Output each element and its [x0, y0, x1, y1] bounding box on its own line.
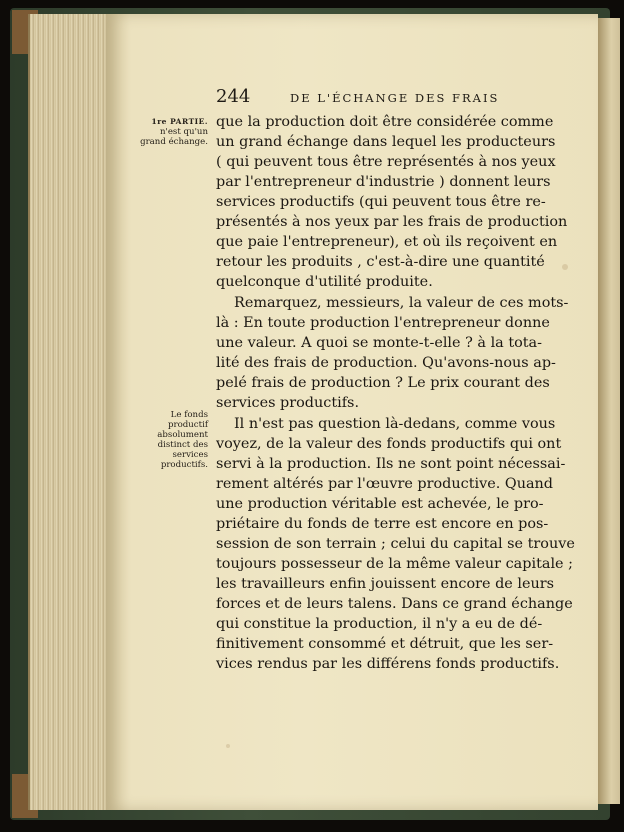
margin-note-text: Le fonds productif absolument distinct des services productifs. — [157, 410, 208, 470]
text-line: services productifs (qui peuvent tous être re- — [216, 194, 546, 210]
text-line: quelconque d'utilité produite. — [216, 274, 433, 290]
text-line: pelé frais de production ? Le prix courant des — [216, 375, 550, 391]
text-line: lité des frais de production. Qu'avons-nous ap- — [216, 355, 556, 371]
text-line: les travailleurs enfin jouissent encore de leurs — [216, 576, 555, 592]
page-header — [216, 86, 532, 110]
text-line: Remarquez, messieurs, la valeur de ces mots- — [234, 295, 569, 311]
text-line: par l'entrepreneur d'industrie ) donnent leurs — [216, 174, 551, 190]
text-line: là : En toute production l'entrepreneur donne — [216, 315, 550, 331]
text-line: ( qui peuvent tous être représentés à nos yeux — [216, 154, 556, 170]
margin-note — [134, 410, 208, 470]
margin-note — [134, 117, 208, 147]
paper-stain — [226, 744, 230, 748]
facing-page-edge — [598, 18, 620, 804]
text-line: toujours possesseur de la même valeur capitale ; — [216, 556, 573, 572]
text-line: que la production doit être considérée comme — [216, 114, 554, 130]
paper-stain — [562, 264, 568, 270]
text-line: retour les produits , c'est-à-dire une quantité — [216, 254, 545, 270]
page-number: 244 — [216, 86, 251, 107]
margin-note-text: n'est qu'un grand échange. — [140, 127, 208, 147]
text-line: forces et de leurs talens. Dans ce grand échange — [216, 596, 573, 612]
text-line: une production véritable est achevée, le pro- — [216, 496, 544, 512]
text-line: rement altérés par l'œuvre productive. Quand — [216, 476, 554, 492]
text-line: Il n'est pas question là-dedans, comme vous — [234, 416, 556, 432]
text-line: servi à la production. Ils ne sont point nécessai- — [216, 456, 566, 472]
text-line: qui constitue la production, il n'y a eu de dé- — [216, 616, 543, 632]
text-line: services productifs. — [216, 395, 360, 411]
page-edges — [28, 14, 114, 810]
text-line: voyez, de la valeur des fonds productifs qui ont — [216, 436, 562, 452]
text-line: vices rendus par les différens fonds productifs. — [216, 656, 560, 672]
margin-note-label: 1re PARTIE. — [151, 117, 208, 126]
text-line: que paie l'entrepreneur), et où ils reçoivent en — [216, 234, 558, 250]
text-line: une valeur. A quoi se monte-t-elle ? à la tota- — [216, 335, 543, 351]
text-line: présentés à nos yeux par les frais de production — [216, 214, 568, 230]
text-line: session de son terrain ; celui du capital se trouve — [216, 536, 575, 552]
running-title: DE L'ÉCHANGE DES FRAIS — [290, 91, 500, 105]
text-line: un grand échange dans lequel les producteurs — [216, 134, 556, 150]
text-line: finitivement consommé et détruit, que les ser- — [216, 636, 554, 652]
text-line: priétaire du fonds de terre est encore en pos- — [216, 516, 549, 532]
